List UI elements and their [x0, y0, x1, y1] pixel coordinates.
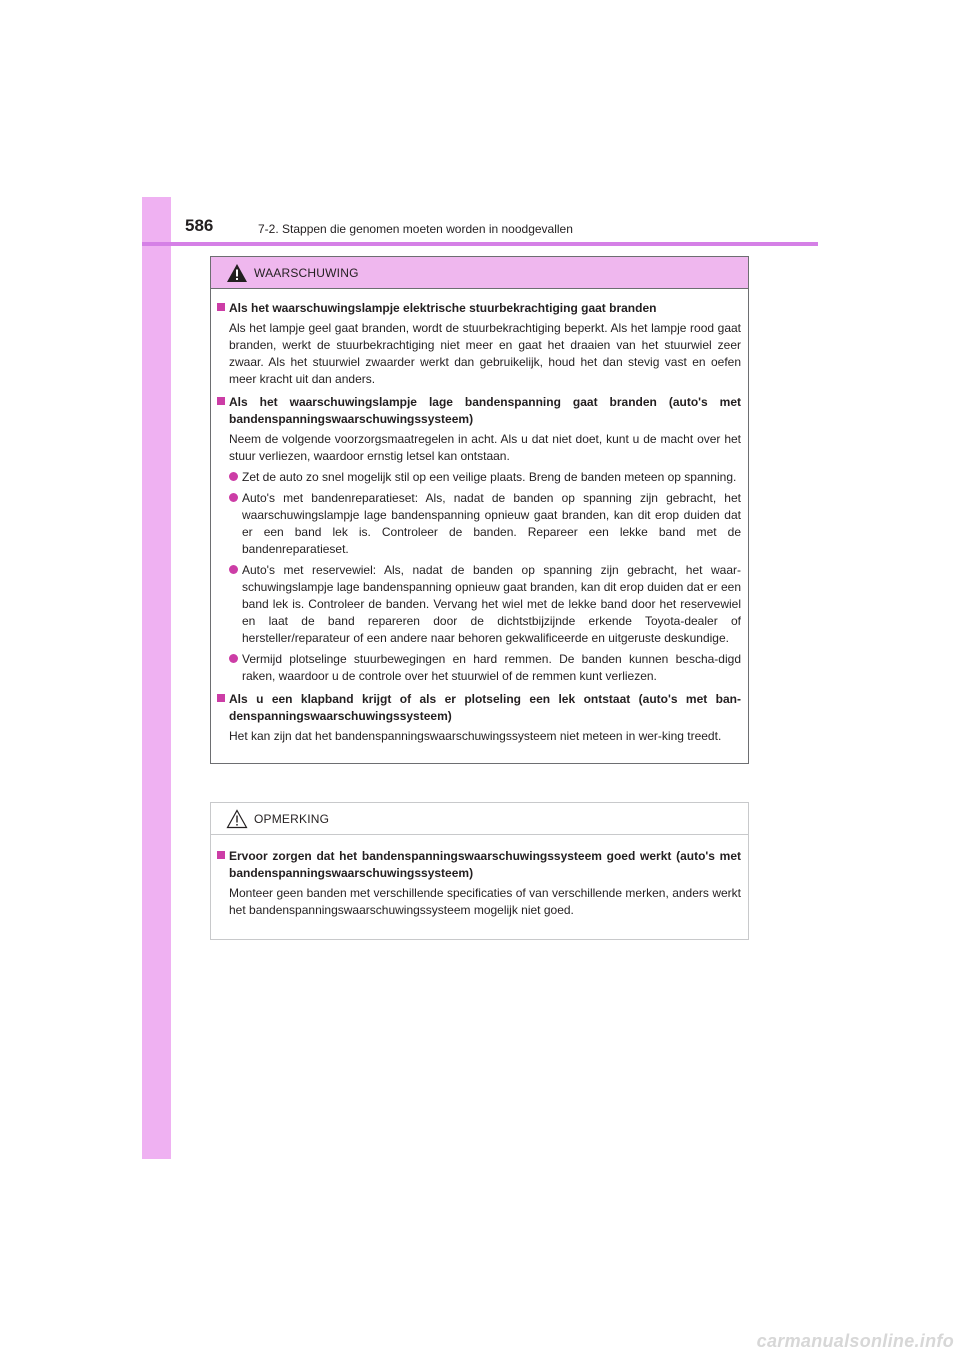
warning-box: [210, 256, 749, 764]
square-bullet-icon: [217, 303, 225, 311]
notice-item-title: Ervoor zorgen dat het bandenspanningswaarschuwingssysteem goed werkt (auto's met bandenspanningswaarschuwingssysteem): [229, 849, 741, 880]
warning-body: [211, 289, 748, 763]
warning-item-text: Het kan zijn dat het bandenspanningswaarschuwingssysteem niet meteen in wer-king treedt.: [229, 729, 722, 743]
notice-item-text: Monteer geen banden met verschillende specificaties of van verschillende merken, anders werkt het bandenspanningswaarschuwingssysteem mogelijk niet goed.: [229, 886, 741, 917]
notice-body: [211, 835, 748, 939]
square-bullet-icon: [217, 851, 225, 859]
warning-item: [217, 394, 741, 685]
chapter-side-band: [142, 197, 171, 1159]
section-title: 7-2. Stappen die genomen moeten worden in noodgevallen: [258, 222, 573, 236]
warning-item-title: Als het waarschuwingslampje lage bandenspanning gaat branden (auto's met bandenspanningswaarschuwingssysteem): [229, 395, 741, 426]
square-bullet-icon: [217, 694, 225, 702]
round-bullet-icon: [229, 472, 238, 481]
round-bullet-icon: [229, 654, 238, 663]
bullet-list: [229, 469, 741, 685]
warning-label: WAARSCHUWING: [254, 266, 359, 280]
caution-triangle-outline-icon: [226, 809, 248, 829]
warning-item-text: Neem de volgende voorzorgsmaatregelen in acht. Als u dat niet doet, kunt u de macht over het stuur verliezen, waardoor ernstig letsel kan ontstaan.: [229, 432, 741, 463]
list-item: [229, 469, 741, 486]
header-rule: [142, 242, 818, 246]
round-bullet-icon: [229, 565, 238, 574]
list-item: [229, 651, 741, 685]
list-item-text: Zet de auto zo snel mogelijk stil op een veilige plaats. Breng de banden meteen op spanning.: [242, 470, 737, 484]
warning-item-text: Als het lampje geel gaat branden, wordt de stuurbekrachtiging beperkt. Als het lampje rood gaat branden, werkt de stuurbekrachtiging niet meer en gaat het draaien van het stuurwiel zeer zwaar. Als het stuurwiel zwaarder werkt dan gebruikelijk, houd het dan stevig vast en oefen meer kracht uit dan anders.: [229, 321, 741, 386]
notice-label: OPMERKING: [254, 812, 330, 826]
list-item-text: Auto's met reservewiel: Als, nadat de banden op spanning zijn gebracht, het waar-schuwingslampje lage bandenspanning opnieuw gaat branden, kan dit erop duiden dat er een band lek is. Controleer de banden. Vervang het wiel met de lekke band door het reservewiel en laat de band repareren door de dichtstbijzijnde erkende Toyota-dealer of hersteller/reparateur of een andere naar behoren gekwalificeerde en uitgeruste deskundige.: [242, 563, 741, 645]
warning-item: [217, 300, 741, 388]
warning-triangle-icon: [226, 263, 248, 283]
warning-item-title: Als het waarschuwingslampje elektrische stuurbekrachtiging gaat branden: [229, 301, 657, 315]
list-item-text: Vermijd plotselinge stuurbewegingen en hard remmen. De banden kunnen bescha-digd raken, waardoor u de controle over het stuurwiel of de remmen kunt verliezen.: [242, 652, 741, 683]
notice-item: [217, 848, 741, 919]
warning-item: [217, 691, 741, 745]
square-bullet-icon: [217, 397, 225, 405]
list-item: [229, 490, 741, 558]
list-item-text: Auto's met bandenreparatieset: Als, nadat de banden op spanning zijn gebracht, het waarschuwingslampje lage bandenspanning opnieuw gaat branden, kan dit erop duiden dat er een band lek is. Controleer de banden. Repareer een lekke band met de bandenreparatieset.: [242, 491, 741, 556]
notice-header: [211, 803, 748, 835]
warning-header: [211, 257, 748, 289]
watermark: carmanualsonline.info: [756, 1331, 954, 1351]
list-item: [229, 562, 741, 647]
page-number: 586: [185, 216, 214, 235]
round-bullet-icon: [229, 493, 238, 502]
notice-box: [210, 802, 749, 940]
warning-item-title: Als u een klapband krijgt of als er plotseling een lek ontstaat (auto's met ban-denspanningswaarschuwingssysteem): [229, 692, 741, 723]
